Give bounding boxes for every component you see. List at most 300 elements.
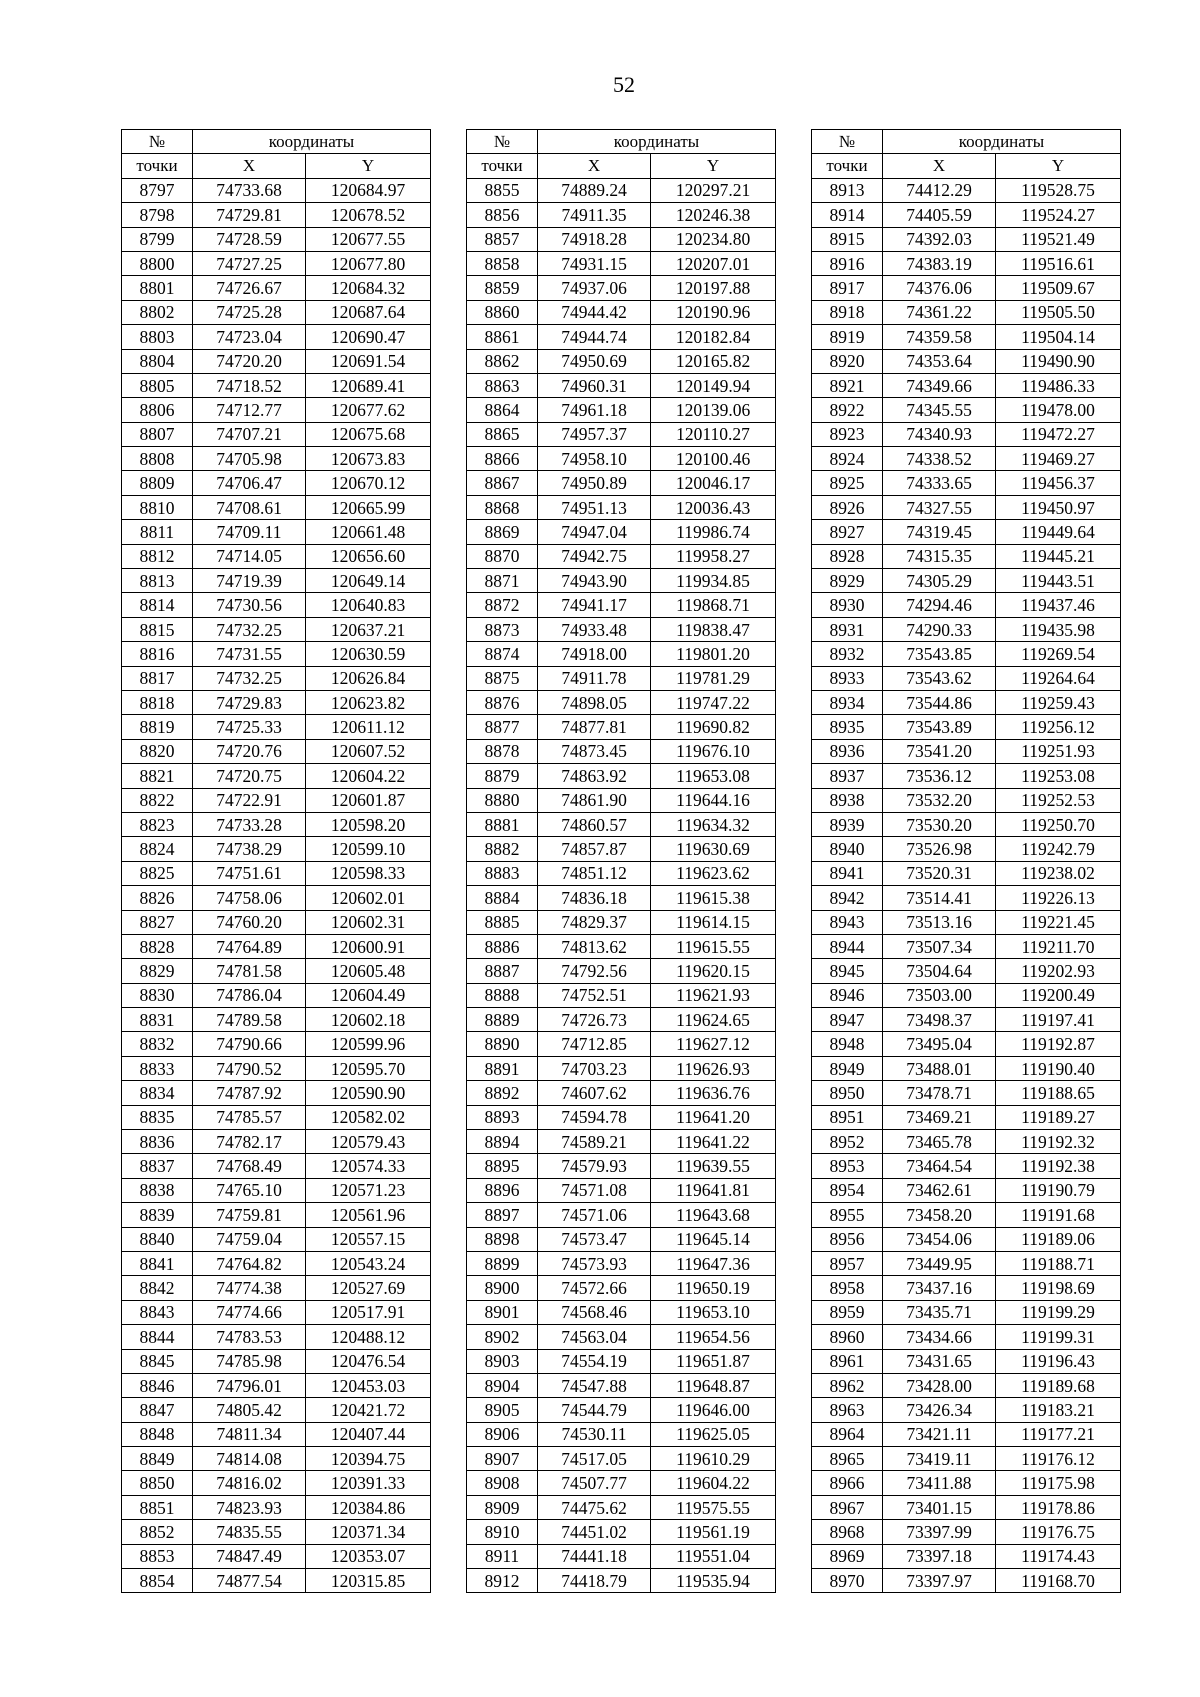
coord-y: 119934.85 <box>651 569 776 593</box>
coord-x: 74392.03 <box>883 227 996 251</box>
point-number: 8832 <box>122 1032 193 1056</box>
point-number: 8812 <box>122 544 193 568</box>
table-row <box>467 1300 776 1324</box>
table-row <box>122 569 431 593</box>
coord-y: 120246.38 <box>651 203 776 227</box>
header-row <box>122 154 431 178</box>
table-row <box>812 569 1121 593</box>
point-number: 8929 <box>812 569 883 593</box>
table-row <box>812 1495 1121 1519</box>
coord-x: 74703.23 <box>538 1056 651 1080</box>
coord-y: 120527.69 <box>306 1276 431 1300</box>
point-number: 8833 <box>122 1056 193 1080</box>
coord-x: 74720.76 <box>193 739 306 763</box>
coord-y: 120421.72 <box>306 1398 431 1422</box>
coord-y: 120207.01 <box>651 251 776 275</box>
point-number: 8965 <box>812 1447 883 1471</box>
coord-x: 74579.93 <box>538 1154 651 1178</box>
coord-y: 119191.68 <box>996 1203 1121 1227</box>
coord-y: 119486.33 <box>996 373 1121 397</box>
point-number: 8878 <box>467 739 538 763</box>
coord-x: 74786.04 <box>193 983 306 1007</box>
coord-x: 74823.93 <box>193 1495 306 1519</box>
coord-y: 119614.15 <box>651 910 776 934</box>
coord-x: 74811.34 <box>193 1422 306 1446</box>
coord-y: 120391.33 <box>306 1471 431 1495</box>
coord-y: 120640.83 <box>306 593 431 617</box>
table-row <box>467 1569 776 1593</box>
coord-x: 73543.85 <box>883 642 996 666</box>
table-row <box>812 349 1121 373</box>
coord-y: 120371.34 <box>306 1520 431 1544</box>
table-row <box>467 739 776 763</box>
coord-x: 74918.28 <box>538 227 651 251</box>
table-row <box>122 1032 431 1056</box>
coord-y: 120684.32 <box>306 276 431 300</box>
point-number: 8957 <box>812 1251 883 1275</box>
coord-x: 74764.89 <box>193 934 306 958</box>
table-row <box>122 544 431 568</box>
coord-y: 119986.74 <box>651 520 776 544</box>
coord-y: 120601.87 <box>306 788 431 812</box>
coord-y: 119178.86 <box>996 1495 1121 1519</box>
table-row <box>812 837 1121 861</box>
point-number: 8909 <box>467 1495 538 1519</box>
coord-x: 74861.90 <box>538 788 651 812</box>
point-number: 8841 <box>122 1251 193 1275</box>
coord-y: 119176.75 <box>996 1520 1121 1544</box>
point-number: 8855 <box>467 178 538 202</box>
coord-x: 73513.16 <box>883 910 996 934</box>
coord-x: 74319.45 <box>883 520 996 544</box>
coord-x: 74942.75 <box>538 544 651 568</box>
coord-x: 74554.19 <box>538 1349 651 1373</box>
coord-y: 119197.41 <box>996 1008 1121 1032</box>
coord-x: 73434.66 <box>883 1325 996 1349</box>
point-number: 8933 <box>812 666 883 690</box>
point-number: 8848 <box>122 1422 193 1446</box>
coord-x: 74726.73 <box>538 1008 651 1032</box>
point-number: 8857 <box>467 227 538 251</box>
coord-x: 74712.77 <box>193 398 306 422</box>
table-row <box>122 1349 431 1373</box>
point-number: 8880 <box>467 788 538 812</box>
coord-x: 73419.11 <box>883 1447 996 1471</box>
coord-y: 120675.68 <box>306 422 431 446</box>
coord-y: 119174.43 <box>996 1544 1121 1568</box>
table-row <box>812 1178 1121 1202</box>
table-row <box>812 764 1121 788</box>
point-number: 8881 <box>467 812 538 836</box>
coord-y: 119456.37 <box>996 471 1121 495</box>
point-number: 8850 <box>122 1471 193 1495</box>
table-row <box>812 1447 1121 1471</box>
coord-y: 119200.49 <box>996 983 1121 1007</box>
table-row <box>122 349 431 373</box>
table-row <box>467 959 776 983</box>
point-number: 8825 <box>122 861 193 885</box>
table-row <box>812 495 1121 519</box>
coord-x: 74760.20 <box>193 910 306 934</box>
coord-x: 74944.74 <box>538 325 651 349</box>
coord-y: 120165.82 <box>651 349 776 373</box>
point-number: 8816 <box>122 642 193 666</box>
coord-x: 74758.06 <box>193 886 306 910</box>
header-row <box>812 154 1121 178</box>
table-row <box>812 520 1121 544</box>
point-number: 8839 <box>122 1203 193 1227</box>
coord-y: 120297.21 <box>651 178 776 202</box>
coord-x: 74782.17 <box>193 1130 306 1154</box>
coord-y: 119264.64 <box>996 666 1121 690</box>
coord-x: 74418.79 <box>538 1569 651 1593</box>
coord-y: 120579.43 <box>306 1130 431 1154</box>
coord-y: 120602.01 <box>306 886 431 910</box>
table-row <box>812 617 1121 641</box>
table-row <box>467 1032 776 1056</box>
point-number: 8946 <box>812 983 883 1007</box>
coord-y: 120590.90 <box>306 1081 431 1105</box>
table-row <box>122 1081 431 1105</box>
point-number: 8889 <box>467 1008 538 1032</box>
coord-x: 74774.66 <box>193 1300 306 1324</box>
table-row <box>122 715 431 739</box>
coord-y: 119175.98 <box>996 1471 1121 1495</box>
coord-y: 120605.48 <box>306 959 431 983</box>
table-row <box>812 325 1121 349</box>
coord-x: 74290.33 <box>883 617 996 641</box>
point-number: 8963 <box>812 1398 883 1422</box>
coord-x: 74957.37 <box>538 422 651 446</box>
coord-x: 74857.87 <box>538 837 651 861</box>
coord-x: 74733.28 <box>193 812 306 836</box>
coord-y: 119450.97 <box>996 495 1121 519</box>
coord-y: 119645.14 <box>651 1227 776 1251</box>
coord-y: 120600.91 <box>306 934 431 958</box>
table-row <box>122 495 431 519</box>
coord-x: 74706.47 <box>193 471 306 495</box>
point-number: 8803 <box>122 325 193 349</box>
table-row <box>122 1130 431 1154</box>
coord-x: 74530.11 <box>538 1422 651 1446</box>
table-row <box>122 1251 431 1275</box>
table-row <box>812 715 1121 739</box>
table-row <box>122 1422 431 1446</box>
coord-y: 119838.47 <box>651 617 776 641</box>
coord-x: 74594.78 <box>538 1105 651 1129</box>
coord-y: 120036.43 <box>651 495 776 519</box>
point-number: 8947 <box>812 1008 883 1032</box>
coord-x: 74572.66 <box>538 1276 651 1300</box>
point-number: 8866 <box>467 447 538 471</box>
coord-y: 119177.21 <box>996 1422 1121 1446</box>
coord-x: 74353.64 <box>883 349 996 373</box>
page-number: 52 <box>613 72 635 97</box>
coord-y: 119626.93 <box>651 1056 776 1080</box>
coord-x: 73543.89 <box>883 715 996 739</box>
coord-y: 119627.12 <box>651 1032 776 1056</box>
point-number: 8921 <box>812 373 883 397</box>
coord-y: 120598.33 <box>306 861 431 885</box>
point-number: 8949 <box>812 1056 883 1080</box>
point-number: 8905 <box>467 1398 538 1422</box>
coord-y: 119190.40 <box>996 1056 1121 1080</box>
coord-x: 74712.85 <box>538 1032 651 1056</box>
coord-y: 119238.02 <box>996 861 1121 885</box>
point-number: 8887 <box>467 959 538 983</box>
coord-x: 73536.12 <box>883 764 996 788</box>
coord-y: 119221.45 <box>996 910 1121 934</box>
table-row <box>812 1373 1121 1397</box>
coord-x: 74720.20 <box>193 349 306 373</box>
table-row <box>467 349 776 373</box>
coord-y: 120649.14 <box>306 569 431 593</box>
coord-x: 74507.77 <box>538 1471 651 1495</box>
coord-y: 119252.53 <box>996 788 1121 812</box>
table-row <box>467 934 776 958</box>
table-row <box>467 1105 776 1129</box>
point-number: 8811 <box>122 520 193 544</box>
point-number: 8890 <box>467 1032 538 1056</box>
coord-x: 74731.55 <box>193 642 306 666</box>
point-number: 8801 <box>122 276 193 300</box>
coord-y: 119435.98 <box>996 617 1121 641</box>
point-number: 8911 <box>467 1544 538 1568</box>
coord-x: 74719.39 <box>193 569 306 593</box>
table-row <box>812 1422 1121 1446</box>
point-number: 8868 <box>467 495 538 519</box>
table-row <box>812 1032 1121 1056</box>
point-number: 8932 <box>812 642 883 666</box>
table-row <box>812 739 1121 763</box>
coord-x: 74961.18 <box>538 398 651 422</box>
coord-y: 119747.22 <box>651 690 776 714</box>
table-row <box>467 1471 776 1495</box>
table-row <box>467 715 776 739</box>
table-row <box>812 910 1121 934</box>
coord-y: 119259.43 <box>996 690 1121 714</box>
point-number: 8867 <box>467 471 538 495</box>
point-number: 8829 <box>122 959 193 983</box>
point-number: 8883 <box>467 861 538 885</box>
point-number: 8936 <box>812 739 883 763</box>
coord-x: 74898.05 <box>538 690 651 714</box>
coord-x: 74911.78 <box>538 666 651 690</box>
table-row <box>467 495 776 519</box>
coord-x: 74294.46 <box>883 593 996 617</box>
coord-y: 119250.70 <box>996 812 1121 836</box>
coord-y: 119478.00 <box>996 398 1121 422</box>
table-row <box>122 1373 431 1397</box>
table-row <box>122 1008 431 1032</box>
coord-x: 74759.81 <box>193 1203 306 1227</box>
point-number: 8904 <box>467 1373 538 1397</box>
coord-x: 74359.58 <box>883 325 996 349</box>
table-row <box>122 1105 431 1129</box>
coord-y: 120574.33 <box>306 1154 431 1178</box>
coord-x: 74412.29 <box>883 178 996 202</box>
table-row <box>122 910 431 934</box>
coord-x: 74333.65 <box>883 471 996 495</box>
header-x: X <box>883 154 996 178</box>
header-no: № <box>122 130 193 154</box>
coord-y: 120407.44 <box>306 1422 431 1446</box>
coord-y: 119504.14 <box>996 325 1121 349</box>
coord-y: 120571.23 <box>306 1178 431 1202</box>
coord-y: 119168.70 <box>996 1569 1121 1593</box>
coord-y: 120543.24 <box>306 1251 431 1275</box>
coord-x: 74727.25 <box>193 251 306 275</box>
point-number: 8894 <box>467 1130 538 1154</box>
coord-y: 119634.32 <box>651 812 776 836</box>
table-row <box>812 642 1121 666</box>
table-row <box>122 617 431 641</box>
coord-x: 74911.35 <box>538 203 651 227</box>
coord-x: 73503.00 <box>883 983 996 1007</box>
coord-x: 74720.75 <box>193 764 306 788</box>
coord-y: 119644.16 <box>651 788 776 812</box>
point-number: 8802 <box>122 300 193 324</box>
point-number: 8970 <box>812 1569 883 1593</box>
coord-x: 74836.18 <box>538 886 651 910</box>
table-row <box>812 1471 1121 1495</box>
coord-y: 120607.52 <box>306 739 431 763</box>
coord-x: 74873.45 <box>538 739 651 763</box>
point-number: 8930 <box>812 593 883 617</box>
coord-y: 120599.96 <box>306 1032 431 1056</box>
table-row <box>122 398 431 422</box>
coord-y: 119653.10 <box>651 1300 776 1324</box>
table-row <box>122 690 431 714</box>
point-number: 8925 <box>812 471 883 495</box>
table-row <box>467 1130 776 1154</box>
coord-y: 120315.85 <box>306 1569 431 1593</box>
point-number: 8954 <box>812 1178 883 1202</box>
coord-x: 73454.06 <box>883 1227 996 1251</box>
coord-x: 74405.59 <box>883 203 996 227</box>
point-number: 8886 <box>467 934 538 958</box>
coord-x: 74728.59 <box>193 227 306 251</box>
coord-x: 74889.24 <box>538 178 651 202</box>
coord-x: 74918.00 <box>538 642 651 666</box>
point-number: 8892 <box>467 1081 538 1105</box>
point-number: 8885 <box>467 910 538 934</box>
coord-y: 119251.93 <box>996 739 1121 763</box>
table-row <box>812 178 1121 202</box>
coord-x: 74544.79 <box>538 1398 651 1422</box>
coord-x: 73421.11 <box>883 1422 996 1446</box>
table-row <box>467 1203 776 1227</box>
table-row <box>467 569 776 593</box>
point-number: 8834 <box>122 1081 193 1105</box>
point-number: 8958 <box>812 1276 883 1300</box>
coord-y: 119242.79 <box>996 837 1121 861</box>
coord-y: 119192.87 <box>996 1032 1121 1056</box>
table-row <box>467 788 776 812</box>
coord-x: 74718.52 <box>193 373 306 397</box>
coord-x: 74383.19 <box>883 251 996 275</box>
point-number: 8914 <box>812 203 883 227</box>
table-row <box>812 203 1121 227</box>
point-number: 8869 <box>467 520 538 544</box>
coord-y: 119610.29 <box>651 1447 776 1471</box>
coord-y: 119648.87 <box>651 1373 776 1397</box>
coord-x: 74563.04 <box>538 1325 651 1349</box>
table-row <box>467 520 776 544</box>
coord-x: 74725.33 <box>193 715 306 739</box>
coord-y: 119253.08 <box>996 764 1121 788</box>
table-row <box>467 642 776 666</box>
point-number: 8913 <box>812 178 883 202</box>
coord-y: 120677.62 <box>306 398 431 422</box>
table-row <box>467 812 776 836</box>
point-number: 8851 <box>122 1495 193 1519</box>
coord-y: 119509.67 <box>996 276 1121 300</box>
coord-x: 74958.10 <box>538 447 651 471</box>
coord-y: 119690.82 <box>651 715 776 739</box>
table-row <box>467 276 776 300</box>
coord-y: 119189.68 <box>996 1373 1121 1397</box>
coord-x: 74950.69 <box>538 349 651 373</box>
coord-y: 119226.13 <box>996 886 1121 910</box>
coord-y: 119192.32 <box>996 1130 1121 1154</box>
point-number: 8836 <box>122 1130 193 1154</box>
coord-x: 74835.55 <box>193 1520 306 1544</box>
coord-x: 74787.92 <box>193 1081 306 1105</box>
coord-x: 74790.52 <box>193 1056 306 1080</box>
point-number: 8822 <box>122 788 193 812</box>
coord-x: 74726.67 <box>193 276 306 300</box>
coord-x: 74305.29 <box>883 569 996 593</box>
point-number: 8907 <box>467 1447 538 1471</box>
point-number: 8927 <box>812 520 883 544</box>
coord-y: 119868.71 <box>651 593 776 617</box>
coord-y: 119437.46 <box>996 593 1121 617</box>
coord-x: 73411.88 <box>883 1471 996 1495</box>
table-row <box>812 959 1121 983</box>
coord-x: 74950.89 <box>538 471 651 495</box>
coord-x: 74785.57 <box>193 1105 306 1129</box>
table-row <box>467 690 776 714</box>
table-row <box>122 886 431 910</box>
table-row <box>122 1544 431 1568</box>
point-number: 8937 <box>812 764 883 788</box>
table-row <box>812 1056 1121 1080</box>
table-row <box>467 1520 776 1544</box>
table-row <box>812 1349 1121 1373</box>
table-row <box>122 276 431 300</box>
coord-y: 120670.12 <box>306 471 431 495</box>
coord-x: 74863.92 <box>538 764 651 788</box>
table-row <box>122 1154 431 1178</box>
coord-y: 120582.02 <box>306 1105 431 1129</box>
coord-x: 74937.06 <box>538 276 651 300</box>
table-row <box>812 1251 1121 1275</box>
coord-x: 74340.93 <box>883 422 996 446</box>
coord-x: 74338.52 <box>883 447 996 471</box>
coord-y: 120687.64 <box>306 300 431 324</box>
point-number: 8968 <box>812 1520 883 1544</box>
coord-y: 119176.12 <box>996 1447 1121 1471</box>
point-number: 8915 <box>812 227 883 251</box>
coord-x: 73514.41 <box>883 886 996 910</box>
coord-y: 119650.19 <box>651 1276 776 1300</box>
table-row <box>122 837 431 861</box>
point-number: 8805 <box>122 373 193 397</box>
point-number: 8819 <box>122 715 193 739</box>
coord-x: 74729.83 <box>193 690 306 714</box>
coord-x: 74376.06 <box>883 276 996 300</box>
